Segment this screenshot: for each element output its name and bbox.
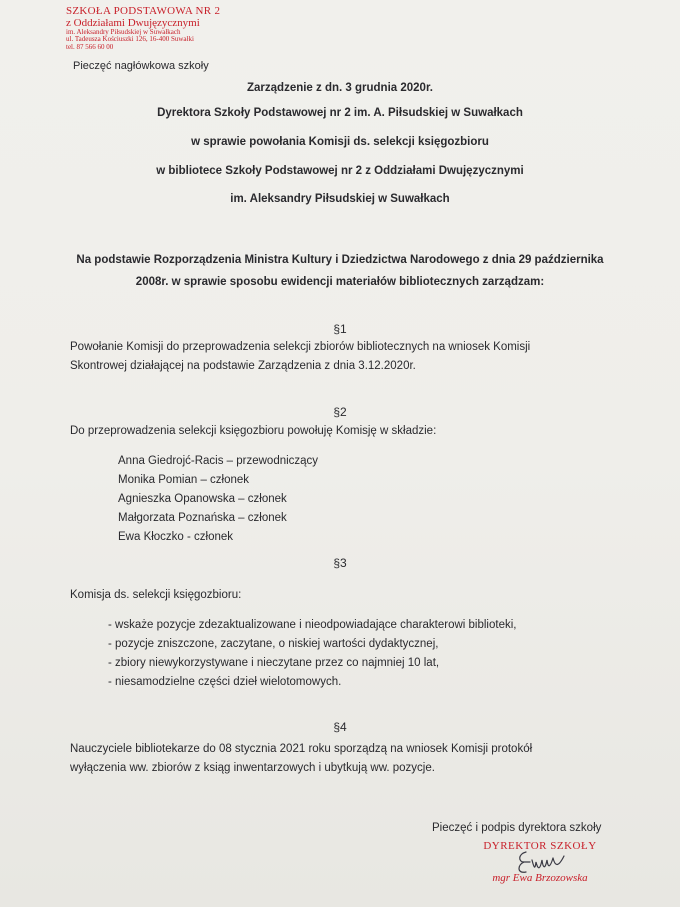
list-item: Anna Giedrojć-Racis – przewodniczący xyxy=(118,455,319,467)
list-item: - pozycje zniszczone, zaczytane, o niskiej wartości dydaktycznej, xyxy=(108,638,439,650)
section-1-text xyxy=(70,338,530,376)
list-item: Ewa Kłoczko - członek xyxy=(118,531,234,543)
section-1-line-1: Powołanie Komisji do przeprowadzenia selekcji zbiorów bibliotecznych na wniosek Komisji xyxy=(70,341,531,353)
committee-tasks-list xyxy=(108,616,516,692)
stamp-line-3: im. Aleksandry Piłsudskiej w Suwałkach xyxy=(66,28,181,37)
section-2-heading: §2 xyxy=(333,405,347,419)
title-library: w bibliotece Szkoły Podstawowej nr 2 z Oddziałami Dwujęzycznymi xyxy=(156,165,524,177)
section-1-line-2: Skontrowej działającej na podstawie Zarządzenia z dnia 3.12.2020r. xyxy=(70,360,416,372)
list-item: - niesamodzielne części dzieł wielotomowych. xyxy=(108,676,342,688)
stamp-line-5: tel. 87 566 60 00 xyxy=(66,42,114,51)
section-4-line-1: Nauczyciele bibliotekarze do 08 stycznia 2021 roku sporządzą na wniosek Komisji protokół xyxy=(70,743,533,755)
stamp-line-1: SZKOŁA PODSTAWOWA NR 2 xyxy=(66,5,221,17)
list-item: Małgorzata Poznańska – członek xyxy=(118,512,287,524)
list-item: Agnieszka Opanowska – członek xyxy=(118,493,287,505)
list-item: - wskaże pozycje zdezaktualizowane i nieodpowiadające charakterowi biblioteki, xyxy=(108,619,517,631)
section-3-intro: Komisja ds. selekcji księgozbioru: xyxy=(70,589,242,601)
basis-line-1: Na podstawie Rozporządzenia Ministra Kultury i Dziedzictwa Narodowego z dnia 29 października xyxy=(76,254,604,266)
signature-label: Pieczęć i podpis dyrektora szkoły xyxy=(432,822,602,834)
director-stamp-title: DYREKTOR SZKOŁY xyxy=(483,840,597,852)
section-1-heading: §1 xyxy=(333,322,347,336)
section-3-heading: §3 xyxy=(333,556,347,570)
section-2-intro: Do przeprowadzenia selekcji księgozbioru powołuję Komisję w składzie: xyxy=(70,425,437,437)
section-4-line-2: wyłączenia ww. zbiorów z ksiąg inwentarzowych i ubytkują ww. pozycje. xyxy=(70,762,435,774)
title-subject: w sprawie powołania Komisji ds. selekcji księgozbioru xyxy=(191,136,489,148)
title-date: Zarządzenie z dn. 3 grudnia 2020r. xyxy=(247,82,433,94)
handwritten-signature xyxy=(512,848,572,880)
stamp-line-4: ul. Tadeusza Kościuszki 126, 16-400 Suwałki xyxy=(66,35,194,44)
header-stamp-label: Pieczęć nagłówkowa szkoły xyxy=(73,60,209,72)
list-item: - zbiory niewykorzystywane i nieczytane przez co najmniej 10 lat, xyxy=(108,657,440,669)
basis-line-2: 2008r. w sprawie sposobu ewidencji materiałów bibliotecznych zarządzam: xyxy=(135,276,545,288)
list-item: Monika Pomian – członek xyxy=(118,474,250,486)
stamp-line-2: z Oddziałami Dwujęzycznymi xyxy=(66,16,200,29)
director-stamp-name: mgr Ewa Brzozowska xyxy=(492,872,588,884)
committee-members-list xyxy=(118,452,318,547)
school-header-stamp xyxy=(66,6,236,51)
section-4-text xyxy=(70,740,532,778)
section-4-heading: §4 xyxy=(333,720,347,734)
title-patron: im. Aleksandry Piłsudskiej w Suwałkach xyxy=(230,193,450,205)
title-issuer: Dyrektora Szkoły Podstawowej nr 2 im. A. Piłsudskiej w Suwałkach xyxy=(157,107,523,119)
